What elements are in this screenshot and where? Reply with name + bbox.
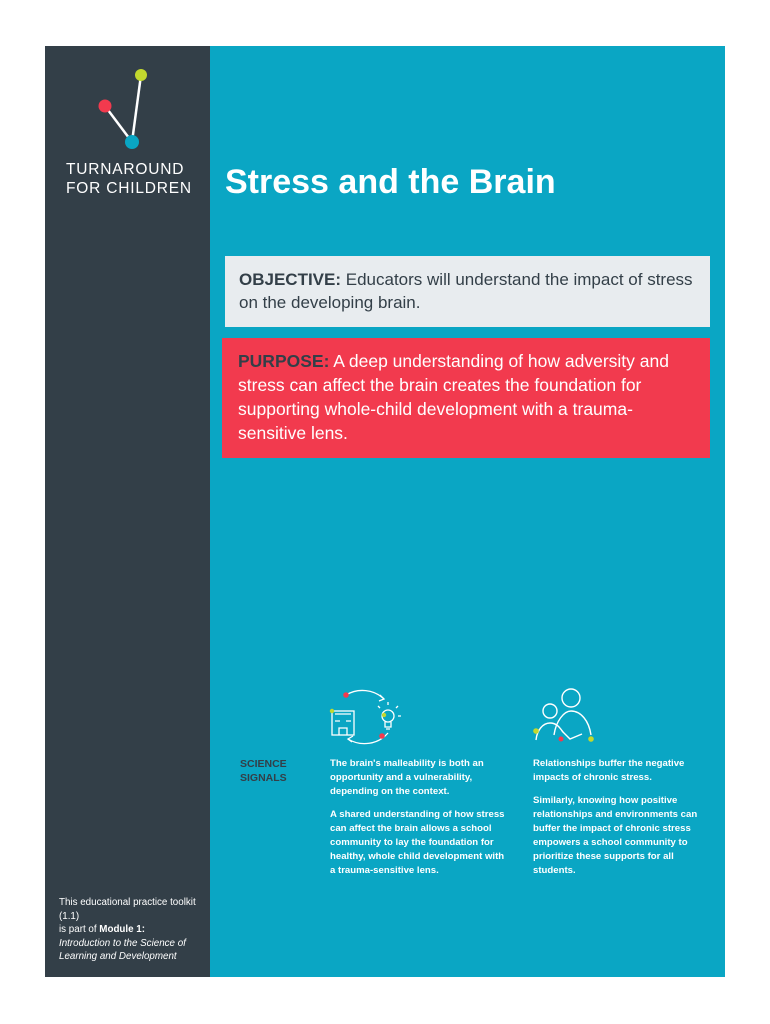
footer-line2-prefix: is part of bbox=[59, 924, 100, 935]
brand-wordmark bbox=[66, 160, 206, 198]
signal-1-paragraph-2: A shared understanding of how stress can affect the brain allows a school community to lay the foundation for healthy, whole child development with a trauma-sensitive lens. bbox=[330, 809, 505, 876]
purpose-text: A deep understanding of how adversity and stress can affect the brain creates the foundation for supporting whole-child development with a trauma-sensitive lens. bbox=[238, 351, 669, 443]
objective-box bbox=[225, 256, 710, 327]
objective-text: Educators will understand the impact of stress on the developing brain. bbox=[239, 270, 693, 312]
objective-label: OBJECTIVE: bbox=[239, 270, 342, 289]
signal-2-paragraph-2: Similarly, knowing how positive relationships and environments can buffer the impact of chronic stress empowers a school community to prioritize these supports for all students. bbox=[533, 795, 698, 876]
footer-line1: This educational practice toolkit (1.1) bbox=[59, 897, 196, 922]
signal-1-paragraph-1: The brain's malleability is both an opportunity and a vulnerability, depending on the context. bbox=[330, 758, 484, 797]
footer-module: Module 1: bbox=[99, 924, 146, 935]
module-footer-note bbox=[59, 896, 199, 964]
science-signals-label: SCIENCE SIGNALS bbox=[240, 758, 287, 784]
school-lightbulb-cycle-icon bbox=[322, 683, 412, 748]
science-signal-column-2 bbox=[533, 757, 708, 887]
people-relationship-icon bbox=[530, 683, 610, 753]
network-nodes-logo-icon bbox=[92, 64, 152, 154]
page-title: Stress and the Brain bbox=[225, 163, 556, 201]
purpose-box bbox=[222, 338, 710, 458]
brand-name-line2: FOR CHILDREN bbox=[66, 180, 192, 197]
signal-2-paragraph-1: Relationships buffer the negative impacts of chronic stress. bbox=[533, 758, 685, 783]
footer-module-title: Introduction to the Science of Learning and Development bbox=[59, 937, 186, 962]
purpose-label: PURPOSE: bbox=[238, 351, 330, 371]
science-signal-column-1 bbox=[330, 757, 505, 887]
brand-name-line1: TURNAROUND bbox=[66, 161, 185, 178]
